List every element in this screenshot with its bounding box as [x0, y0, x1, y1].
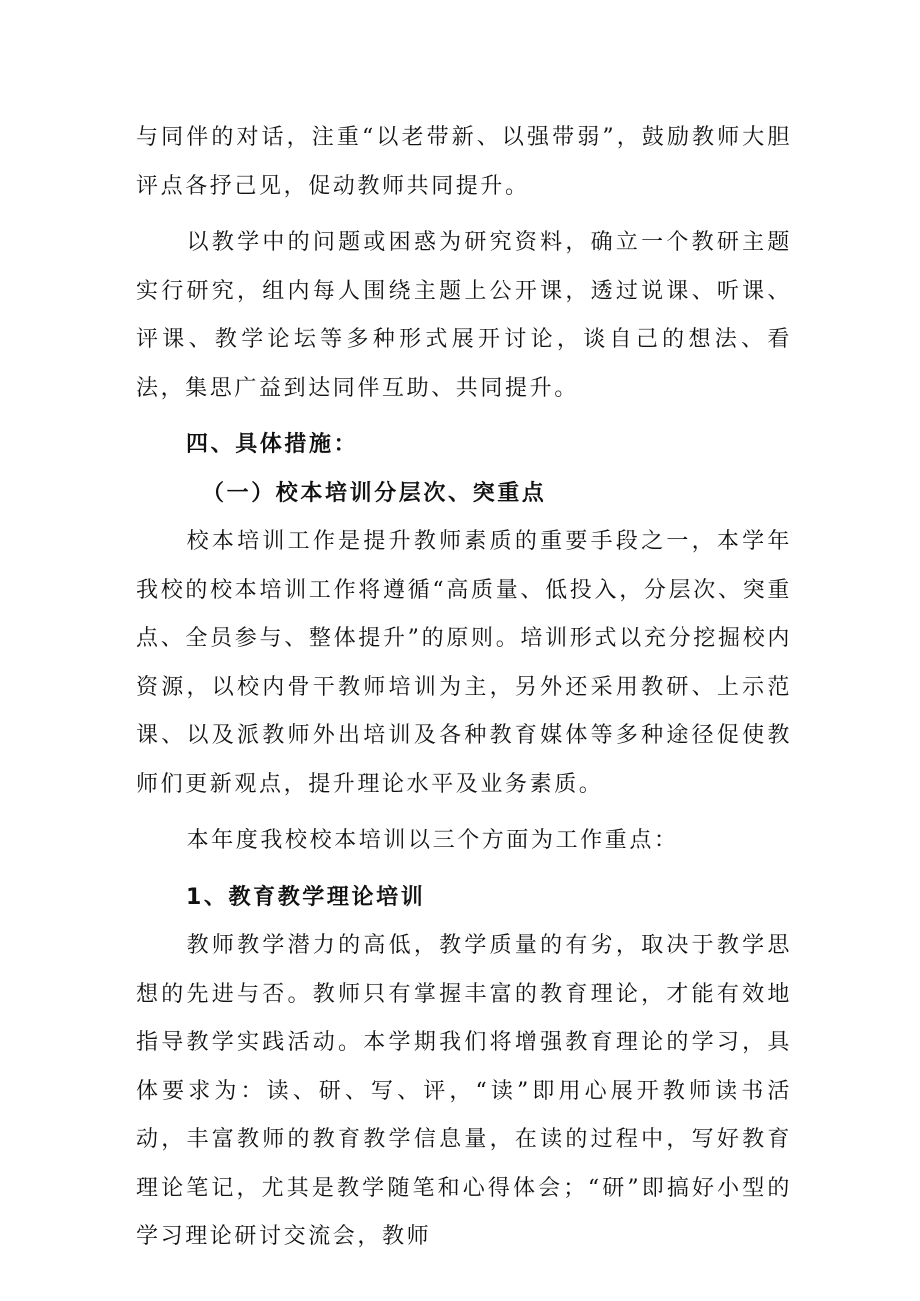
subsection-heading-training: （一）校本培训分层次、突重点 [202, 480, 547, 506]
paragraph-theory-training: 教师教学潜力的高低，教学质量的有劣，取决于教学思想的先进与否。教师只有掌握丰富的教育理论，才能有效地指导教学实践活动。本学期我们将增强教育理论的学习，具体要求为：读、研、写、评，“读”即用心展开教师读书活动，丰富教师的教育教学信息量，在读的过程中，写好教育理论笔记，尤其是教学随笔和心得体会；“研”即搞好小型的学习理论研讨交流会，教师 [136, 933, 792, 1249]
section-heading-measures: 四、具体措施： [186, 432, 359, 457]
paragraph-research-topic: 以教学中的问题或困惑为研究资料，确立一个教研主题实行研究，组内每人围绕主题上公开课，透过说课、听课、评课、教学论坛等多种形式展开讨论，谈自己的想法、看法，集思广益到达同伴互助、共同提升。 [136, 230, 792, 401]
item-heading-theory-training: 1、教育教学理论培训 [186, 884, 426, 910]
paragraph-training-overview: 校本培训工作是提升教师素质的重要手段之一，本学年我校的校本培训工作将遵循“高质量、低投入，分层次、突重点、全员参与、整体提升”的原则。培训形式以充分挖掘校内资源，以校内骨干教师培训为主，另外还采用教研、上示范课、以及派教师外出培训及各种教育媒体等多种途径促使教师们更新观点，提升理论水平及业务素质。 [136, 529, 792, 797]
paragraph-focus-areas: 本年度我校校本培训以三个方面为工作重点： [186, 828, 679, 853]
paragraph-continued: 与同伴的对话，注重“以老带新、以强带弱”，鼓励教师大胆评点各抒己见，促动教师共同提升。 [136, 125, 792, 199]
